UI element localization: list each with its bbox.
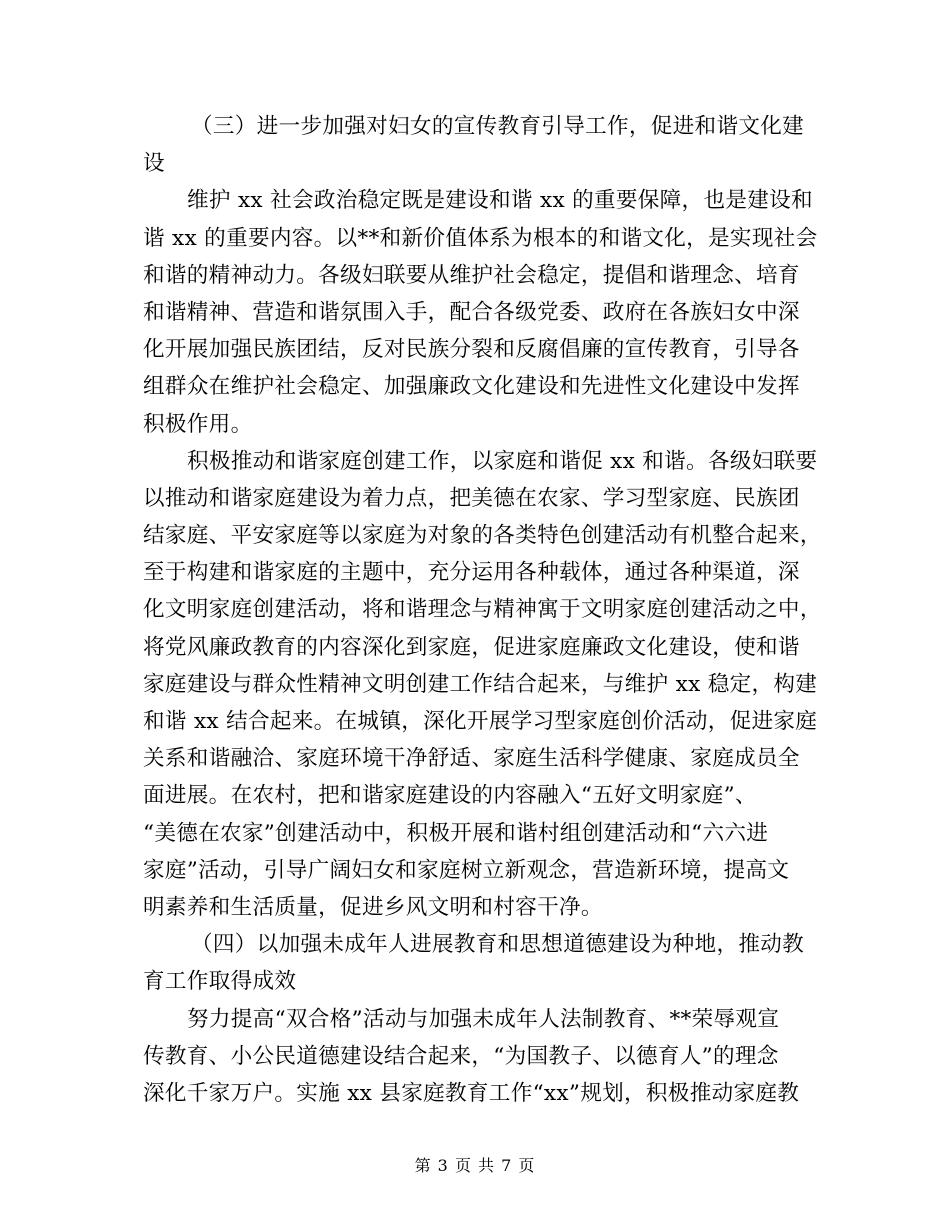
text-line: 结家庭、平安家庭等以家庭为对象的各类特色创建活动有机整合起来， <box>143 523 822 549</box>
text-line: 至于构建和谐家庭的主题中，充分运用各种载体，通过各种渠道，深 <box>143 560 800 586</box>
section-heading-3 <box>143 108 807 182</box>
text-line: 积极推动和谐家庭创建工作，以家庭和谐促 xx 和谐。各级妇联要 <box>187 448 818 474</box>
text-line: 明素养和生活质量，促进乡风文明和村容干净。 <box>143 894 603 920</box>
text-line: 努力提高“双合格”活动与加强未成年人法制教育、**荣辱观宣 <box>187 1006 780 1032</box>
text-line: 深化千家万户。实施 xx 县家庭教育工作“xx”规划，积极推动家庭教 <box>143 1080 800 1106</box>
paragraph <box>143 1001 807 1113</box>
text-line: 设 <box>143 151 165 177</box>
text-line: 面进展。在农村，把和谐家庭建设的内容融入“五好文明家庭”、 <box>143 783 757 809</box>
text-line: 化文明家庭创建活动，将和谐理念与精神寓于文明家庭创建活动之中， <box>143 597 822 623</box>
section-heading-4 <box>143 926 807 1000</box>
text-line: 家庭建设与群众性精神文明创建工作结合起来，与维护 xx 稳定，构建 <box>143 671 818 697</box>
text-line: 和谐精神、营造和谐氛围入手，配合各级党委、政府在各族妇女中深 <box>143 299 800 325</box>
text-line: 维护 xx 社会政治稳定既是建设和谐 xx 的重要保障，也是建设和 <box>187 188 813 214</box>
text-line: 化开展加强民族团结，反对民族分裂和反腐倡廉的宣传教育，引导各 <box>143 337 800 363</box>
text-line: 关系和谐融洽、家庭环境干净舒适、家庭生活科学健康、家庭成员全 <box>143 746 800 772</box>
document-body <box>143 108 822 1112</box>
text-line: 组群众在维护社会稳定、加强廉政文化建设和先进性文化建设中发挥 <box>143 374 800 400</box>
text-line: 将党风廉政教育的内容深化到家庭，促进家庭廉政文化建设，使和谐 <box>143 634 800 660</box>
text-line: 以推动和谐家庭建设为着力点，把美德在农家、学习型家庭、民族团 <box>143 485 800 511</box>
paragraph <box>143 443 822 926</box>
text-line: 和谐的精神动力。各级妇联要从维护社会稳定，提倡和谐理念、培育 <box>143 262 800 288</box>
text-line: 家庭”活动，引导广阔妇女和家庭树立新观念，营造新环境，提高文 <box>143 857 790 883</box>
text-line: 和谐 xx 结合起来。在城镇，深化开展学习型家庭创价活动，促进家庭 <box>143 709 818 734</box>
text-line: “美德在农家”创建活动中，积极开展和谐村组创建活动和“六六进 <box>143 820 769 846</box>
text-line: 育工作取得成效 <box>143 969 297 995</box>
text-line: （三）进一步加强对妇女的宣传教育引导工作，促进和谐文化建 <box>191 114 805 139</box>
text-line: （四）以加强未成年人进展教育和思想道德建设为种地，推动教 <box>191 932 805 958</box>
text-line: 积极作用。 <box>143 411 253 437</box>
page-number-footer: 第 3 页 共 7 页 <box>414 1156 536 1175</box>
text-line: 传教育、小公民道德建设结合起来，“为国教子、以德育人”的理念 <box>143 1043 779 1069</box>
text-line: 谐 xx 的重要内容。以**和新价值体系为根本的和谐文化，是实现社会 <box>143 225 818 251</box>
paragraph <box>143 182 818 442</box>
